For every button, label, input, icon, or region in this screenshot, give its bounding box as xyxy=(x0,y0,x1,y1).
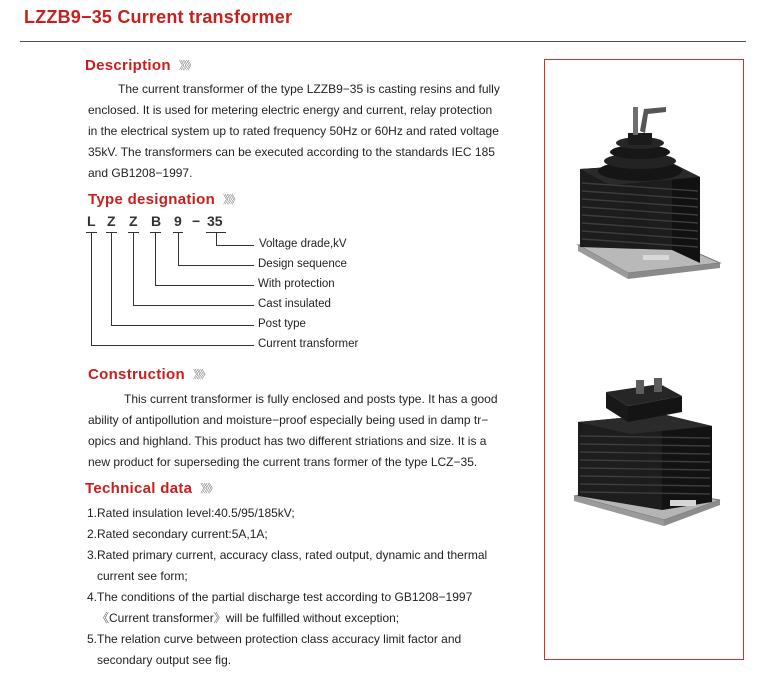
construction-heading-text: Construction xyxy=(88,366,185,383)
list-item: 5.The relation curve between protection class accuracy limit factor and xyxy=(87,632,462,646)
list-item: secondary output see fig. xyxy=(97,653,232,667)
construction-paragraph xyxy=(88,389,498,473)
list-item: 3.Rated primary current, accuracy class, rated output, dynamic and thermal xyxy=(87,548,488,562)
connector-line xyxy=(178,232,179,265)
construction-line: new product for superseding the current trans former of the type LCZ−35. xyxy=(88,455,478,469)
connector-line xyxy=(111,232,112,325)
connector-line xyxy=(216,232,217,245)
list-item: current see form; xyxy=(97,569,188,583)
connector-line xyxy=(91,232,92,345)
connector-line xyxy=(155,232,156,285)
list-item: 2.Rated secondary current:5A,1A; xyxy=(87,527,268,541)
leader-line xyxy=(91,345,254,346)
code-letter: L xyxy=(87,213,96,229)
transformer-photo-bottom xyxy=(570,378,736,538)
connector-line xyxy=(133,232,134,305)
technical-data-heading-text: Technical data xyxy=(85,480,193,497)
code-label: Current transformer xyxy=(258,338,359,350)
code-label: Cast insulated xyxy=(258,298,331,310)
description-line: enclosed. It is used for metering electric energy and current, relay protection xyxy=(88,103,493,117)
chevron-icon: 》》》 xyxy=(178,60,195,72)
transformer-photo-top xyxy=(548,105,728,295)
title-divider xyxy=(20,41,746,42)
list-item: 1.Rated insulation level:40.5/95/185kV; xyxy=(87,506,295,520)
chevron-icon: 》》》 xyxy=(200,483,217,495)
description-heading-text: Description xyxy=(85,57,171,74)
list-item: 《Current transformer》will be fulfilled without exception; xyxy=(97,611,400,625)
code-label: Voltage drade,kV xyxy=(259,238,347,250)
code-letter: − xyxy=(192,213,201,229)
technical-data-heading xyxy=(85,480,216,497)
code-letter: 35 xyxy=(207,213,223,229)
leader-line xyxy=(111,325,254,326)
description-line: The current transformer of the type LZZB9−35 is casting resins and fully xyxy=(118,82,500,96)
description-heading xyxy=(85,57,195,74)
code-letter: 9 xyxy=(174,213,182,229)
code-letter: Z xyxy=(107,213,116,229)
page-title: LZZB9−35 Current transformer xyxy=(24,7,293,27)
technical-data-list xyxy=(87,503,487,671)
leader-line xyxy=(178,265,254,266)
construction-line: ability of antipollution and moisture−proof especially being used in damp tr− xyxy=(88,413,489,427)
description-paragraph xyxy=(88,79,500,184)
leader-line xyxy=(216,245,254,246)
construction-line: opics and highland. This product has two different striations and size. It is a xyxy=(88,434,487,448)
leader-line xyxy=(155,285,254,286)
chevron-icon: 》》》 xyxy=(223,194,240,206)
description-line: 35kV. The transformers can be executed according to the standards IEC 185 xyxy=(88,145,495,159)
construction-line: This current transformer is fully enclosed and posts type. It has a good xyxy=(124,392,498,406)
construction-heading xyxy=(88,366,209,383)
code-letter: B xyxy=(151,213,162,229)
type-designation-heading xyxy=(88,191,239,208)
description-line: in the electrical system up to rated frequency 50Hz or 60Hz and rated voltage xyxy=(88,124,499,138)
code-label: Post type xyxy=(258,318,306,330)
type-designation-heading-text: Type designation xyxy=(88,191,216,208)
leader-line xyxy=(133,305,254,306)
chevron-icon: 》》》 xyxy=(192,369,209,381)
code-label: Design sequence xyxy=(258,258,347,270)
code-label: With protection xyxy=(258,278,335,290)
list-item: 4.The conditions of the partial discharge test according to GB1208−1997 xyxy=(87,590,473,604)
description-line: and GB1208−1997. xyxy=(88,166,193,180)
code-letter: Z xyxy=(129,213,138,229)
